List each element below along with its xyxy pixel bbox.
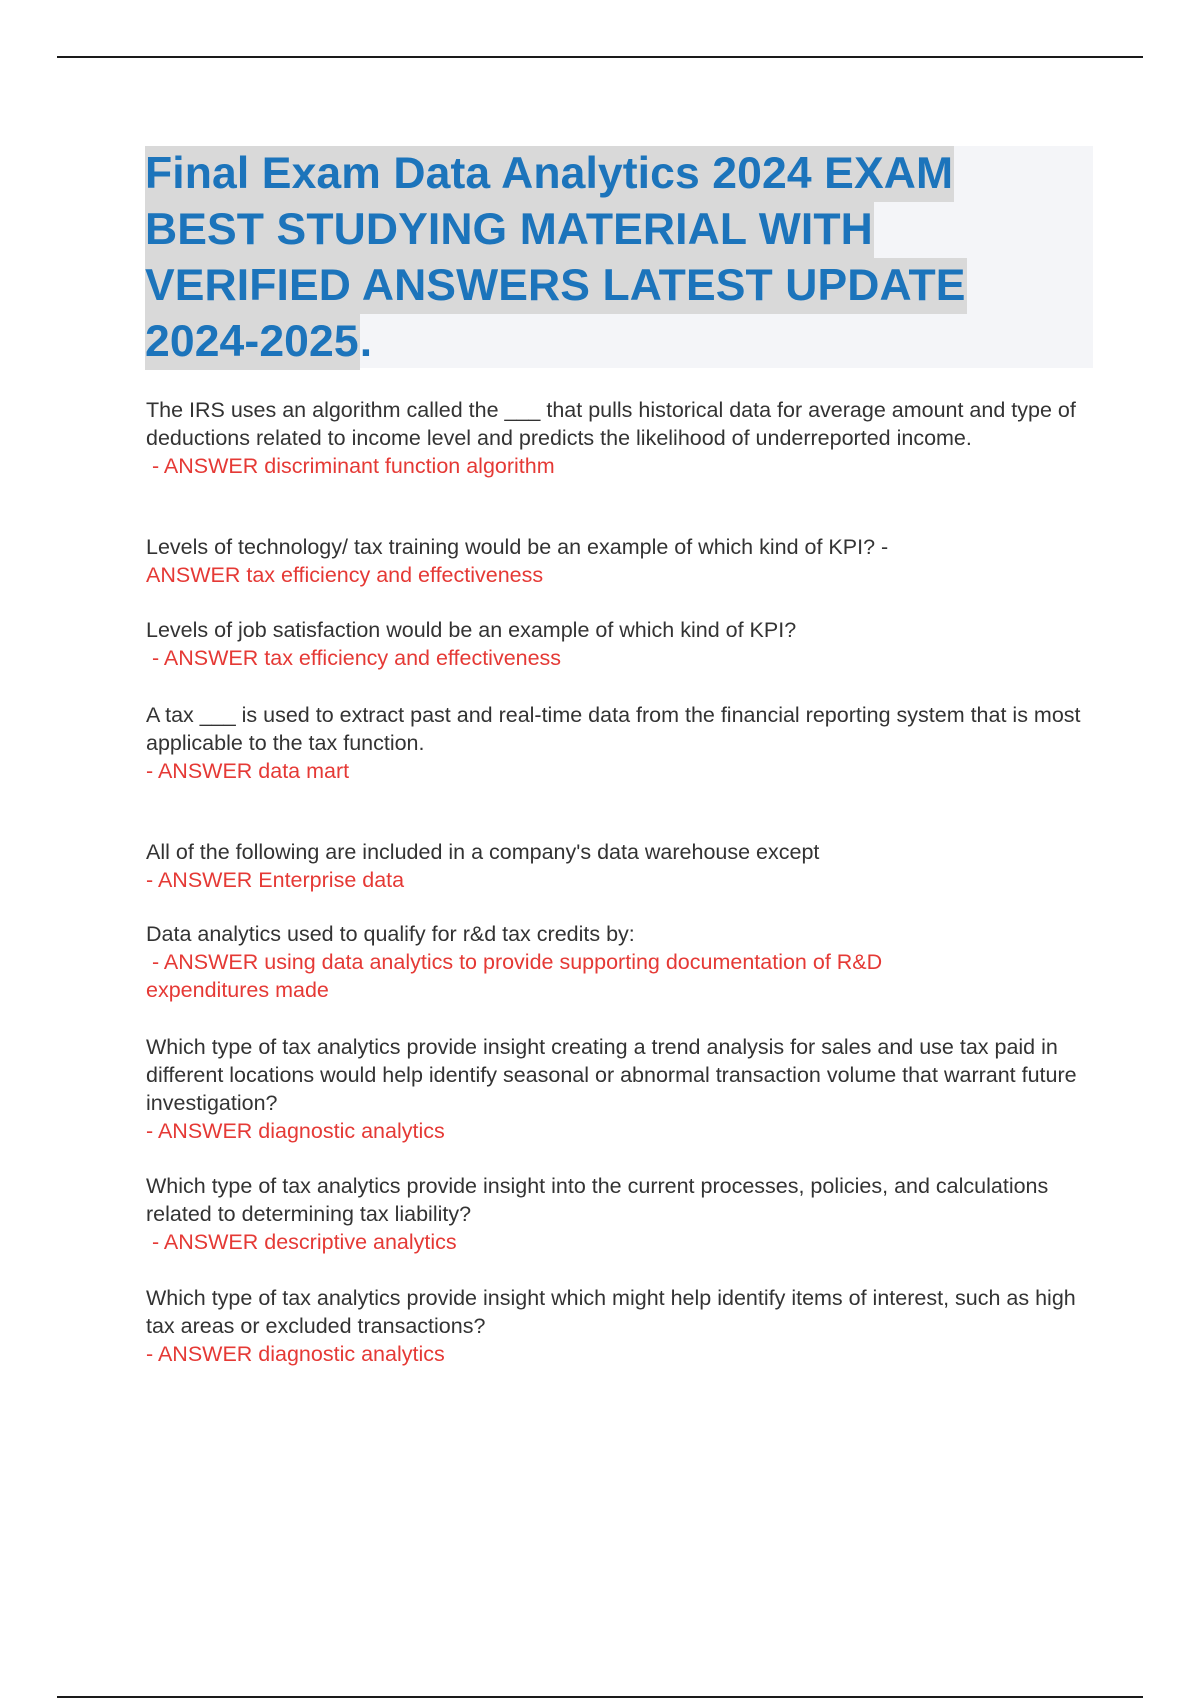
qa-item — [146, 533, 1086, 589]
answer-text: - ANSWER Enterprise data — [146, 868, 405, 892]
answer-text: - ANSWER tax efficiency and effectiveness — [146, 646, 562, 670]
title-block — [145, 146, 1093, 368]
answer-text: - ANSWER diagnostic analytics — [146, 1342, 445, 1366]
top-rule — [57, 56, 1143, 58]
bottom-rule — [57, 1696, 1143, 1698]
question-text: A tax ___ is used to extract past and real-time data from the financial reporting system that is most applicable to the tax function. — [146, 703, 1081, 755]
answer-text: - ANSWER discriminant function algorithm — [146, 454, 555, 478]
answer-text: - ANSWER diagnostic analytics — [146, 1119, 445, 1143]
qa-item — [146, 1172, 1086, 1256]
title-line-3: VERIFIED ANSWERS LATEST UPDATE — [145, 258, 967, 314]
qa-item — [146, 396, 1086, 480]
question-text: All of the following are included in a company's data warehouse except — [146, 840, 820, 864]
title-line-4: 2024-2025 — [145, 314, 360, 370]
answer-text: - ANSWER using data analytics to provide supporting documentation of R&D expenditures made — [146, 950, 889, 1002]
question-text: Which type of tax analytics provide insight which might help identify items of interest, such as high tax areas or excluded transactions? — [146, 1286, 1076, 1338]
question-text: The IRS uses an algorithm called the ___ that pulls historical data for average amount and type of deductions related to income level and predicts the likelihood of underreported income. — [146, 398, 1076, 450]
qa-item — [146, 838, 1086, 894]
qa-item — [146, 1284, 1086, 1368]
question-text: Data analytics used to qualify for r&d tax credits by: — [146, 922, 635, 946]
qa-item — [146, 701, 1086, 785]
answer-text: - ANSWER descriptive analytics — [146, 1230, 457, 1254]
title-line-4-period: . — [359, 317, 373, 366]
qa-item — [146, 920, 1086, 1004]
qa-item — [146, 616, 1086, 672]
title-line-2: BEST STUDYING MATERIAL WITH — [145, 202, 874, 258]
question-text: Which type of tax analytics provide insight creating a trend analysis for sales and use tax paid in different locations would help identify seasonal or abnormal transaction volume that warrant future investigation? — [146, 1035, 1077, 1115]
answer-text: ANSWER tax efficiency and effectiveness — [146, 563, 544, 587]
document-title — [145, 146, 1093, 370]
question-text: Levels of job satisfaction would be an example of which kind of KPI? — [146, 618, 797, 642]
qa-item — [146, 1033, 1086, 1145]
answer-text: - ANSWER data mart — [146, 759, 350, 783]
question-text: Levels of technology/ tax training would be an example of which kind of KPI? - — [146, 535, 889, 559]
title-line-1: Final Exam Data Analytics 2024 EXAM — [145, 146, 954, 202]
question-text: Which type of tax analytics provide insight into the current processes, policies, and calculations related to determining tax liability? — [146, 1174, 1049, 1226]
